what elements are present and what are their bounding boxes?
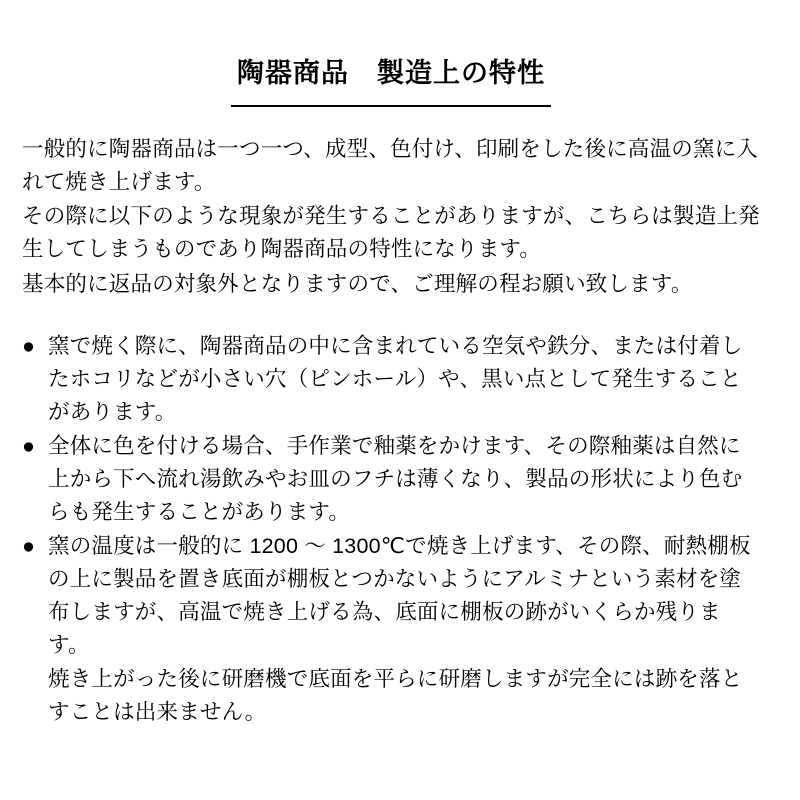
intro-paragraph-3: 基本的に返品の対象外となりますので、ご理解の程お願い致します。	[22, 271, 693, 296]
list-item-text: 窯の温度は一般的に 1200 〜 1300℃で焼き上げます、その際、耐熱棚板の上に製品を置き底面が棚板とつかないようにアルミナという素材を塗布しますが、高温で焼き上げる為、底面に棚板の跡がいくらか残ります。	[48, 534, 751, 657]
list-item	[22, 330, 760, 428]
bullet-marker-icon: ●	[22, 534, 36, 559]
characteristics-list	[22, 330, 760, 661]
list-item	[22, 430, 760, 528]
intro-paragraph-1: 一般的に陶器商品は一つ一つ、成型、色付け、印刷をした後に高温の窯に入れて焼き上げます。	[22, 137, 759, 194]
list-item-text: 窯で焼く際に、陶器商品の中に含まれている空気や鉄分、または付着したホコリなどが小さい穴（ピンホール）や、黒い点として発生することがあります。	[48, 334, 743, 424]
title-underline	[231, 56, 551, 107]
closing-paragraph: 焼き上がった後に研磨機で底面を平らに研磨しますが完全には跡を落とすことは出来ません。	[48, 667, 743, 724]
page-title: 陶器商品 製造上の特性	[237, 58, 545, 88]
list-item-text: 全体に色を付ける場合、手作業で釉薬をかけます、その際釉薬は自然に上から下へ流れ湯飲みやお皿のフチは薄くなり、製品の形状により色むらも発生することがあります。	[48, 434, 743, 524]
bullet-marker-icon: ●	[22, 434, 36, 459]
title-container	[22, 56, 760, 107]
list-item	[22, 530, 760, 661]
intro-paragraph-2: その際に以下のような現象が発生することがありますが、こちらは製造上発生してしまうものであり陶器商品の特性になります。	[22, 204, 760, 262]
intro-section	[22, 133, 760, 300]
bullet-marker-icon: ●	[22, 334, 36, 359]
